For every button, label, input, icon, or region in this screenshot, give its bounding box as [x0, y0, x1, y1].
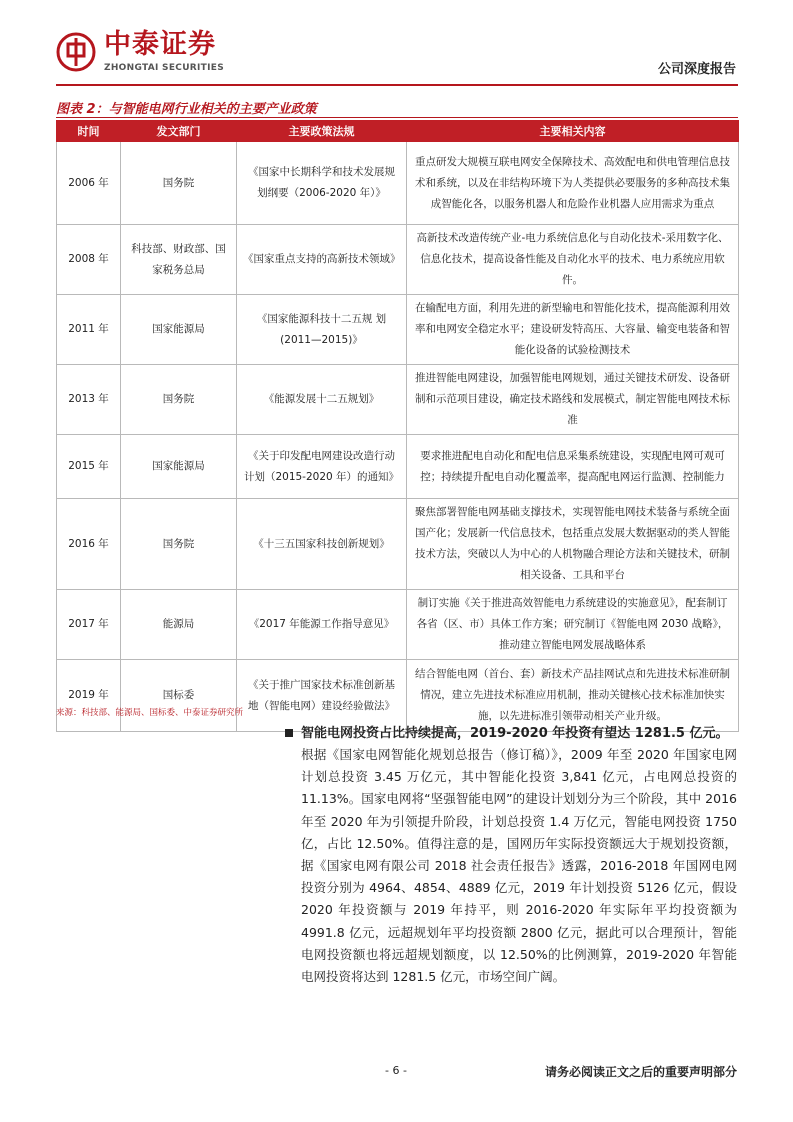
bullet-square-icon [285, 729, 293, 737]
row-policy: 《国家能源科技十二五规 划(2011—2015)》 [237, 295, 407, 365]
figure-source: 来源：科技部、能源局、国标委、中泰证券研究所 [56, 708, 244, 718]
row-year: 2006 年 [57, 142, 121, 225]
table-row [57, 660, 739, 732]
body-paragraph: 根据《国家电网智能化规划总报告（修订稿）》，2009 年至 2020 年国家电网计划总投资 3.45 万亿元，其中智能化投资 3,841 亿元，占电网总投资的 11.13%。国家电网将“坚强智能电网”的建设计划划分为三个阶段，其中 2016 年至 2020 年为引领提升阶段，计划总投资 1.4 万亿元，智能电网投资 1750 亿，占比 12.50%。值得注意的是，国网历年实际投资额远大于规划投资额，据《国家电网有限公司 2018 社会责任报告》透露，2016-2018 年国网电网投资分别为 4964、4854、4889 亿元，2019 年计划投资 5126 亿元，假设 2020 年投资额与 2019 年持平，则 2016-2020 年实际年平均投资额为 4991.8 亿元，远超规划年平均投资额 2800 亿元，据此可以合理预计，智能电网投资额也将远超规划额度，以 12.50%的比例测算，2019-2020 年智能电网投资将达到 1281.5 亿元，市场空间广阔。 [301, 747, 737, 985]
logo-chinese-name: 中泰证券 [104, 29, 216, 60]
table-row [57, 435, 739, 499]
table-row [57, 590, 739, 660]
row-policy: 《关于推广国家技术标准创新基地（智能电网）建设经验做法》 [237, 660, 407, 732]
row-policy: 《国家中长期科学和技术发展规划纲要（2006-2020 年）》 [237, 142, 407, 225]
table-row [57, 365, 739, 435]
row-content: 制订实施《关于推进高效智能电力系统建设的实施意见》，配套制订各省（区、市）具体工作方案；研究制订《智能电网 2030 战略》，推动建立智能电网发展战略体系 [407, 590, 739, 660]
row-content: 结合智能电网（首台、套）新技术产品挂网试点和先进技术标准研制情况，建立先进技术标准应用机制，推动关键核心技术标准加快实施，以先进标准引领带动相关产业升级。 [407, 660, 739, 732]
row-year: 2008 年 [57, 225, 121, 295]
table-row [57, 499, 739, 590]
table-row [57, 142, 739, 225]
row-policy: 《能源发展十二五规划》 [237, 365, 407, 435]
row-department: 能源局 [121, 590, 237, 660]
column-header-department: 发文部门 [121, 121, 237, 142]
row-policy: 《十三五国家科技创新规划》 [237, 499, 407, 590]
row-content: 聚焦部署智能电网基础支撑技术，实现智能电网技术装备与系统全面国产化；发展新一代信息技术，包括重点发展大数据驱动的类人智能技术方法，突破以人为中心的人机物融合理论方法和关键技术，研制相关设备、工具和平台 [407, 499, 739, 590]
row-content: 重点研发大规模互联电网安全保障技术、高效配电和供电管理信息技术和系统，以及在非结构环境下为人类提供必要服务的多种高技术集成智能化各，以服务机器人和危险作业机器人应用需求为重点 [407, 142, 739, 225]
column-header-content: 主要相关内容 [407, 121, 739, 142]
column-header-policy: 主要政策法规 [237, 121, 407, 142]
policy-table [56, 120, 739, 732]
header-divider [56, 84, 738, 86]
row-content: 在输配电方面，利用先进的新型输电和智能化技术，提高能源利用效率和电网安全稳定水平；建设研发特高压、大容量、输变电装备和智能化设备的试验检测技术 [407, 295, 739, 365]
row-department: 科技部、财政部、国家税务总局 [121, 225, 237, 295]
row-policy: 《关于印发配电网建设改造行动计划（2015-2020 年）的通知》 [237, 435, 407, 499]
row-department: 国标委 [121, 660, 237, 732]
row-year: 2013 年 [57, 365, 121, 435]
zhongtai-logo-icon [56, 32, 96, 72]
row-policy: 《国家重点支持的高新技术领域》 [237, 225, 407, 295]
row-year: 2016 年 [57, 499, 121, 590]
row-year: 2011 年 [57, 295, 121, 365]
row-department: 国务院 [121, 365, 237, 435]
table-header-row [57, 121, 739, 142]
page-header [56, 26, 736, 82]
table-row [57, 225, 739, 295]
row-content: 要求推进配电自动化和配电信息采集系统建设，实现配电网可观可控；持续提升配电自动化覆盖率，提高配电网运行监测、控制能力 [407, 435, 739, 499]
row-department: 国务院 [121, 499, 237, 590]
row-year: 2017 年 [57, 590, 121, 660]
row-department: 国家能源局 [121, 295, 237, 365]
section-heading: 智能电网投资占比持续提高，2019-2020 年投资有望达 1281.5 亿元。 [301, 726, 729, 741]
row-department: 国家能源局 [121, 435, 237, 499]
logo-english-name: ZHONGTAI SECURITIES [104, 63, 224, 73]
row-department: 国务院 [121, 142, 237, 225]
row-policy: 《2017 年能源工作指导意见》 [237, 590, 407, 660]
disclaimer-note: 请务必阅读正文之后的重要声明部分 [544, 1065, 737, 1079]
table-row [57, 295, 739, 365]
row-year: 2019 年 [57, 660, 121, 732]
figure-title-divider [56, 117, 738, 118]
figure-title: 图表 2：与智能电网行业相关的主要产业政策 [56, 102, 317, 117]
page-number: - 6 - [385, 1064, 407, 1077]
row-year: 2015 年 [57, 435, 121, 499]
column-header-time: 时间 [57, 121, 121, 142]
report-type: 公司深度报告 [657, 62, 736, 77]
row-content: 高新技术改造传统产业-电力系统信息化与自动化技术-采用数字化、信息化技术，提高设备性能及自动化水平的技术、电力系统应用软件。 [407, 225, 739, 295]
row-content: 推进智能电网建设，加强智能电网规划，通过关键技术研发、设备研制和示范项目建设，确定技术路线和发展模式，制定智能电网技术标准 [407, 365, 739, 435]
